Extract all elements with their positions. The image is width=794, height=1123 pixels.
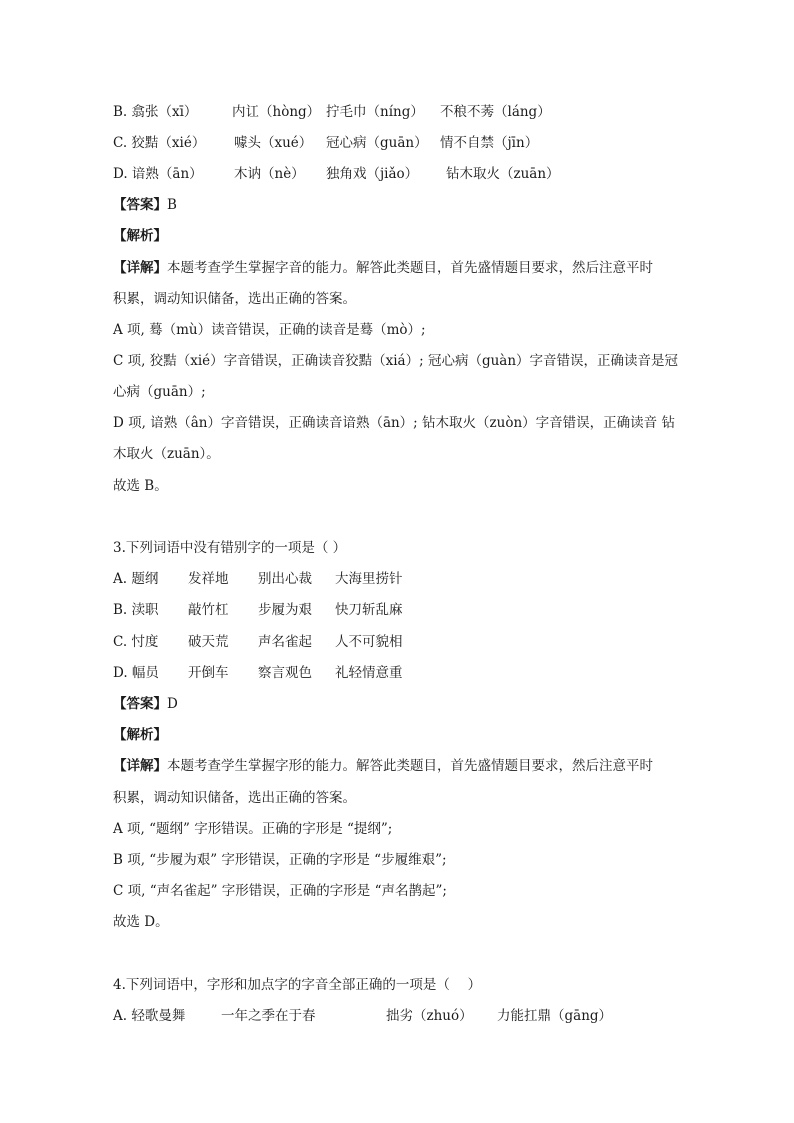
- q2-detail-tag: 【详解】: [113, 260, 167, 276]
- q4-option-a-label: A. 轻歌曼舞: [113, 1008, 186, 1024]
- q3-option-b-word2: 敲竹杠: [188, 602, 229, 618]
- q3-answer: [113, 694, 178, 714]
- q3-option-a-label: A. 题纲: [113, 571, 159, 587]
- q3-option-a-word3: 别出心裁: [258, 571, 312, 587]
- q3-option-d-word3: 察言观色: [258, 665, 312, 681]
- q2-answer: [113, 195, 177, 215]
- q3-option-d-label: D. 幅员: [113, 665, 159, 681]
- q3-option-a-word4: 大海里捞针: [335, 571, 403, 587]
- q2-option-c-word2: 噱头（xué）: [234, 135, 313, 151]
- q2-option-b-word4: 不稂不莠（láng）: [440, 104, 551, 120]
- q2-item-c2: 心病（guān）;: [113, 384, 206, 400]
- q2-option-d-word3: 独角戏（jiǎo）: [326, 166, 419, 182]
- q2-option-d-word2: 木讷（nè）: [234, 166, 305, 182]
- q4-option-a-word3: 拙劣（zhuó）: [386, 1008, 473, 1024]
- q2-option-d-label: D. 谙熟（ān）: [113, 166, 203, 182]
- q2-option-c-word3: 冠心病（guān）: [326, 135, 428, 151]
- q3-analysis-tag: 【解析】: [113, 727, 167, 743]
- q2-item-c1: C 项, 狡黠（xié）字音错误，正确读音狡黠（xiá）; 冠心病（guàn）字音错误，正确读音是冠: [113, 353, 679, 369]
- q2-detail-line1: [113, 258, 653, 278]
- q4-option-a-word4: 力能扛鼎（gāng）: [497, 1008, 613, 1024]
- q4-question: 4.下列词语中，字形和加点字的字音全部正确的一项是（ ）: [113, 977, 482, 993]
- q3-option-a-word2: 发祥地: [188, 571, 229, 587]
- q3-detail-line1: [113, 756, 653, 776]
- q2-option-d-word4: 钻木取火（zuān）: [446, 166, 560, 182]
- q3-option-b-word4: 快刀斩乱麻: [335, 602, 403, 618]
- q2-item-d2: 木取火（zuān）。: [113, 446, 220, 462]
- q2-option-b-label: B. 翕张（xī）: [113, 104, 198, 120]
- q4-option-a-word2: 一年之季在于春: [221, 1008, 316, 1024]
- q3-answer-value: D: [167, 696, 178, 712]
- q3-conclusion: 故选 D。: [113, 914, 169, 930]
- q3-option-c-word4: 人不可貌相: [335, 634, 403, 650]
- q3-option-d-word2: 开倒车: [188, 665, 229, 681]
- q3-option-c-label: C. 忖度: [113, 634, 159, 650]
- q2-item-d1: D 项, 谙熟（ân）字音错误，正确读音谙熟（ān）; 钻木取火（zuòn）字音错误，正确读音 钻: [113, 415, 675, 431]
- q2-option-c-label: C. 狡黠（xié）: [113, 135, 206, 151]
- q3-detail-line2: 积累，调动知识储备，选出正确的答案。: [113, 790, 356, 806]
- q2-analysis-tag: 【解析】: [113, 228, 167, 244]
- q3-option-d-word4: 礼轻情意重: [335, 665, 403, 681]
- q2-conclusion: 故选 B。: [113, 478, 168, 494]
- q3-answer-tag: 【答案】: [113, 696, 167, 712]
- q3-detail-tag: 【详解】: [113, 758, 167, 774]
- q2-option-c-word4: 情不自禁（jīn）: [440, 135, 539, 151]
- q2-answer-value: B: [167, 197, 177, 213]
- q2-option-b-word2: 内讧（hòng）: [232, 104, 321, 120]
- q3-option-c-word2: 破天荒: [188, 634, 229, 650]
- q3-option-b-label: B. 渎职: [113, 602, 159, 618]
- q3-option-c-word3: 声名雀起: [258, 634, 312, 650]
- q2-option-b-word3: 拧毛巾（níng）: [326, 104, 424, 120]
- q3-question: 3.下列词语中没有错别字的一项是（ ）: [113, 540, 347, 556]
- q3-item-a: A 项, “题纲” 字形错误。正确的字形是 “提纲”;: [113, 821, 393, 837]
- q2-answer-tag: 【答案】: [113, 197, 167, 213]
- q2-detail-text1: 本题考查学生掌握字音的能力。解答此类题目，首先盛情题目要求，然后注意平时: [167, 260, 653, 276]
- q2-item-a: A 项, 蓦（mù）读音错误，正确的读音是蓦（mò）;: [113, 322, 426, 338]
- q2-detail-line2: 积累，调动知识储备，选出正确的答案。: [113, 291, 356, 307]
- q3-detail-text1: 本题考查学生掌握字形的能力。解答此类题目，首先盛情题目要求，然后注意平时: [167, 758, 653, 774]
- q3-option-b-word3: 步履为艰: [258, 602, 312, 618]
- q3-item-c: C 项, “声名雀起” 字形错误，正确的字形是 “声名鹊起”;: [113, 883, 447, 899]
- q3-item-b: B 项, “步履为艰” 字形错误，正确的字形是 “步履维艰”;: [113, 852, 447, 868]
